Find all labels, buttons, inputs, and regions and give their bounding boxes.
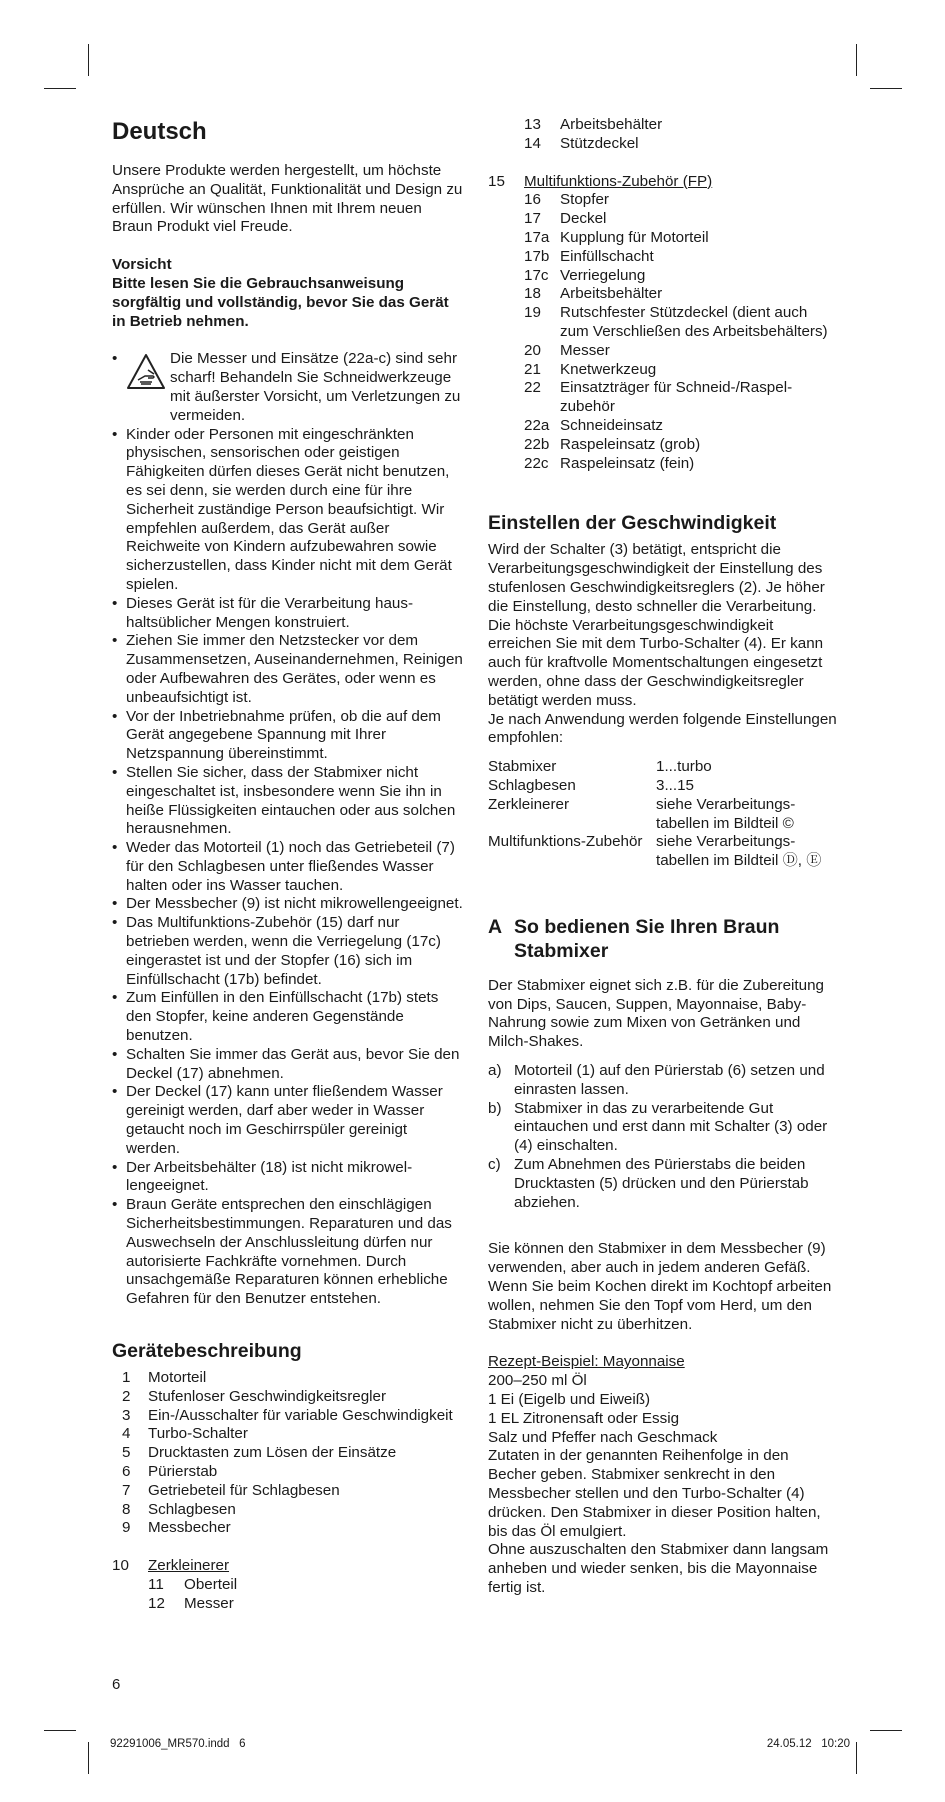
table-cell: Stabmixer: [488, 758, 557, 776]
speed-heading: Einstellen der Geschwindigkeit: [488, 512, 777, 535]
recipe-paragraph: Ohne auszuschalten den Stabmixer dann langsam anheben und wieder senken, bis die Mayonnaise fertig ist.: [488, 1541, 829, 1596]
recipe-line: Salz und Pfeffer nach Geschmack: [488, 1428, 718, 1446]
list-item: • Ziehen Sie immer den Netzstecker vor dem Zusammensetzen, Auseinandernehmen, Reinigen oder Aufbewahren des Gerätes, oder wenn es unbeaufsichtigt ist.: [112, 632, 464, 707]
table-cell: Multifunktions-Zubehör: [488, 833, 643, 851]
list-item: 22b Raspeleinsatz (grob): [524, 435, 701, 453]
recipe-heading: Rezept-Beispiel: Mayonnaise: [488, 1353, 685, 1371]
left-column: [112, 112, 464, 1614]
parts-list-continued: [488, 116, 840, 473]
list-item: • Stellen Sie sicher, dass der Stabmixer nicht eingeschaltet ist, insbesondere wenn Sie ihn in heiße Flüssigkeiten eintauchen oder aus solchen herausnehmen.: [112, 764, 464, 839]
crop-mark: [44, 1730, 76, 1731]
page-number: 6: [112, 1676, 121, 1693]
list-item: • Vor der Inbetriebnahme prüfen, ob die auf dem Gerät angegebene Spannung mit Ihrer Netzspannung übereinstimmt.: [112, 708, 464, 764]
settings-table: [488, 758, 840, 871]
list-item: • Zum Einfüllen in den Einfüllschacht (17b) stets den Stopfer, keine anderen Gegenstände benutzen.: [112, 989, 464, 1045]
crop-mark: [88, 1742, 89, 1774]
table-cell: Schlagbesen: [488, 776, 576, 794]
table-cell: 1...turbo: [656, 758, 712, 776]
list-item: 11 Oberteil: [148, 1575, 238, 1593]
list-item: • Braun Geräte entsprechen den einschlägigen Sicherheitsbestimmungen. Reparaturen und das Auswechseln der Anschlussleitung dürfen nur autorisierte Fachkräfte vornehmen. Durch unsachgemäße Reparaturen können erhebliche Gefahren für den Benutzer entstehen.: [112, 1196, 464, 1309]
recipe-line: 200–250 ml Öl: [488, 1372, 587, 1390]
footer-date: 24.05.12 10:20: [766, 1738, 850, 1750]
speed-paragraph: Die höchste Verarbeitungsgeschwindigkeit erreichen Sie mit dem Turbo-Schalter (4). Er kann auch für kraftvolle Momentschaltungen eingesetzt werden, ohne dass der Geschwindigkeitsregler betätigt werden muss.: [488, 616, 824, 709]
crop-mark: [856, 44, 857, 76]
caution-text: Bitte lesen Sie die Gebrauchsanweisung sorgfältig und vollständig, bevor Sie das Gerät in Betrieb nehmen.: [112, 274, 449, 330]
list-item: 2 Stufenloser Geschwindigkeitsregler: [122, 1387, 387, 1405]
recipe-line: 1 Ei (Eigelb und Eiweiß): [488, 1391, 651, 1409]
list-item: 17a Kupplung für Motorteil: [524, 228, 709, 246]
list-item: 3 Ein-/Ausschalter für variable Geschwindigkeit: [122, 1406, 453, 1424]
list-item: 13 Arbeitsbehälter: [524, 116, 663, 133]
parts-list: [112, 1369, 464, 1614]
speed-paragraph: Wird der Schalter (3) betätigt, entspricht die Verarbeitungsgeschwindigkeit der Einstellung des stufenlosen Geschwindigkeitsreglers (2). Je höher die Einstellung, desto schneller die Verarbeitung.: [488, 541, 825, 615]
section-letter: A: [488, 915, 503, 938]
table-cell: Zerkleinerer: [488, 795, 570, 813]
right-column: [488, 116, 840, 1598]
list-item: 4 Turbo-Schalter: [122, 1425, 248, 1443]
list-item: 14 Stützdeckel: [524, 134, 639, 152]
footer-filename: 92291006_MR570.indd 6: [110, 1738, 246, 1750]
list-item: 1 Motorteil: [122, 1369, 207, 1387]
list-item: 7 Getriebeteil für Schlagbesen: [122, 1481, 340, 1499]
recipe-paragraph: Zutaten in der genannten Reihenfolge in den Becher geben. Stabmixer senkrecht in den Messbecher stellen und den Turbo-Schalter (4) drücken. Den Stabmixer in dieser Position halten, bis das Öl emulgiert.: [488, 1447, 821, 1540]
crop-mark: [88, 44, 89, 76]
section-a-heading: [488, 915, 840, 963]
list-item: • Der Arbeitsbehälter (18) ist nicht mikrowellengeeignet.: [112, 1159, 464, 1197]
list-item: 19 Rutschfester Stützdeckel (dient auch zum Verschließen des Arbeitsbehälters): [524, 304, 828, 340]
speed-paragraph: Je nach Anwendung werden folgende Einstellungen empfohlen:: [488, 710, 837, 747]
list-item: • Kinder oder Personen mit eingeschränkten physischen, sensorischen oder geistigen Fähigkeiten dürfen dieses Gerät nicht benutzen, es sei denn, sie werden durch eine für ihre Sicherheit zuständige Person beaufsichtigt. Wir empfehlen außerdem, das Gerät außer Reichweite von Kindern aufzubewahren sowie sicherzustellen, dass Kinder nicht mit dem Gerät spielen.: [112, 426, 464, 595]
list-item: 22a Schneideinsatz: [524, 416, 664, 434]
caution-heading: Vorsicht: [112, 256, 172, 274]
list-item: 17 Deckel: [524, 210, 607, 228]
list-item: a) Motorteil (1) auf den Pürierstab (6) setzen und einrasten lassen.: [488, 1062, 825, 1098]
list-item: 5 Drucktasten zum Lösen der Einsätze: [122, 1444, 397, 1462]
crop-mark: [870, 88, 902, 89]
table-cell: siehe Verarbeitungstabellen im Bildteil ©: [656, 795, 796, 832]
crop-mark: [44, 88, 76, 89]
list-item: [112, 350, 464, 425]
section-title: So bedienen Sie Ihren Braun Stabmixer: [514, 915, 780, 962]
table-cell: siehe Verarbeitungstabellen im Bildteil Ⓓ, Ⓔ: [656, 833, 822, 870]
list-item: 6 Pürierstab: [122, 1463, 218, 1480]
crop-mark: [856, 1742, 857, 1774]
warning-hand-icon: [126, 352, 166, 392]
section-a-intro: Der Stabmixer eignet sich z.B. für die Zubereitung von Dips, Saucen, Suppen, Mayonnaise, Baby-Nahrung sowie zum Mixen von Getränken und Milch-Shakes.: [488, 976, 824, 1051]
list-item: 16 Stopfer: [524, 191, 609, 209]
list-item: 18 Arbeitsbehälter: [524, 285, 663, 303]
list-item: • Weder das Motorteil (1) noch das Getriebeteil (7) für den Schlagbesen unter fließendes Wasser halten oder ins Wasser tauchen.: [112, 839, 464, 895]
list-item: 15 Multifunktions-Zubehör (FP): [488, 172, 713, 190]
list-item: 10 Zerkleinerer: [112, 1557, 230, 1575]
steps-list: [488, 1062, 840, 1212]
list-item: 20 Messer: [524, 341, 610, 359]
table-cell: 3...15: [656, 776, 694, 794]
description-heading: Gerätebeschreibung: [112, 1340, 302, 1363]
warning-text: • Die Messer und Einsätze (22a-c) sind sehr scharf! Behandeln Sie Schneidwerkzeuge mit äußerster Vorsicht, um Verletzungen zu vermeiden.: [170, 350, 461, 424]
list-item: • Der Deckel (17) kann unter fließendem Wasser gereinigt werden, darf aber weder in Wasser getaucht noch im Geschirrspüler gereinigt werden.: [112, 1083, 464, 1158]
recipe-line: 1 EL Zitronensaft oder Essig: [488, 1409, 680, 1427]
list-item: 21 Knetwerkzeug: [524, 360, 657, 378]
intro-paragraph: Unsere Produkte werden hergestellt, um höchste Ansprüche an Qualität, Funktionalität und Design zu erfüllen. Wir wünschen Ihnen mit Ihrem neuen Braun Produkt viel Freude.: [112, 162, 463, 236]
list-item: • Das Multifunktions-Zubehör (15) darf nur betrieben werden, wenn die Verriegelung (17c) eingerastet ist und der Stopfer (16) sich im Einfüllschacht (17b) befindet.: [112, 914, 464, 989]
list-item: • Dieses Gerät ist für die Verarbeitung haushaltsüblicher Mengen konstruiert.: [112, 595, 464, 633]
list-item: 8 Schlagbesen: [122, 1500, 236, 1518]
list-item: 22c Raspeleinsatz (fein): [524, 454, 695, 472]
list-item: • Schalten Sie immer das Gerät aus, bevor Sie den Deckel (17) abnehmen.: [112, 1046, 464, 1084]
list-item: 17b Einfüllschacht: [524, 247, 654, 265]
list-item: c) Zum Abnehmen des Pürierstabs die beiden Drucktasten (5) drücken und den Pürierstab abziehen.: [488, 1156, 809, 1211]
crop-mark: [870, 1730, 902, 1731]
safety-list: [112, 350, 464, 1309]
list-item: 22 Einsatzträger für Schneid-/Raspelzubehör: [524, 379, 793, 416]
list-item: 12 Messer: [148, 1594, 234, 1612]
usage-paragraph: Sie können den Stabmixer in dem Messbecher (9) verwenden, aber auch in jedem anderen Gefäß. Wenn Sie beim Kochen direkt im Kochtopf arbeiten wollen, nehmen Sie den Topf vom Herd, um den Stabmixer nicht zu überhitzen.: [488, 1240, 832, 1333]
page-title: Deutsch: [112, 118, 207, 145]
list-item: b) Stabmixer in das zu verarbeitende Gut eintauchen und erst dann mit Schalter (3) oder (4) einschalten.: [488, 1099, 828, 1155]
list-item: 17c Verriegelung: [524, 266, 646, 284]
list-item: 9 Messbecher: [122, 1519, 231, 1537]
list-item: • Der Messbecher (9) ist nicht mikrowellengeeignet.: [112, 895, 464, 914]
